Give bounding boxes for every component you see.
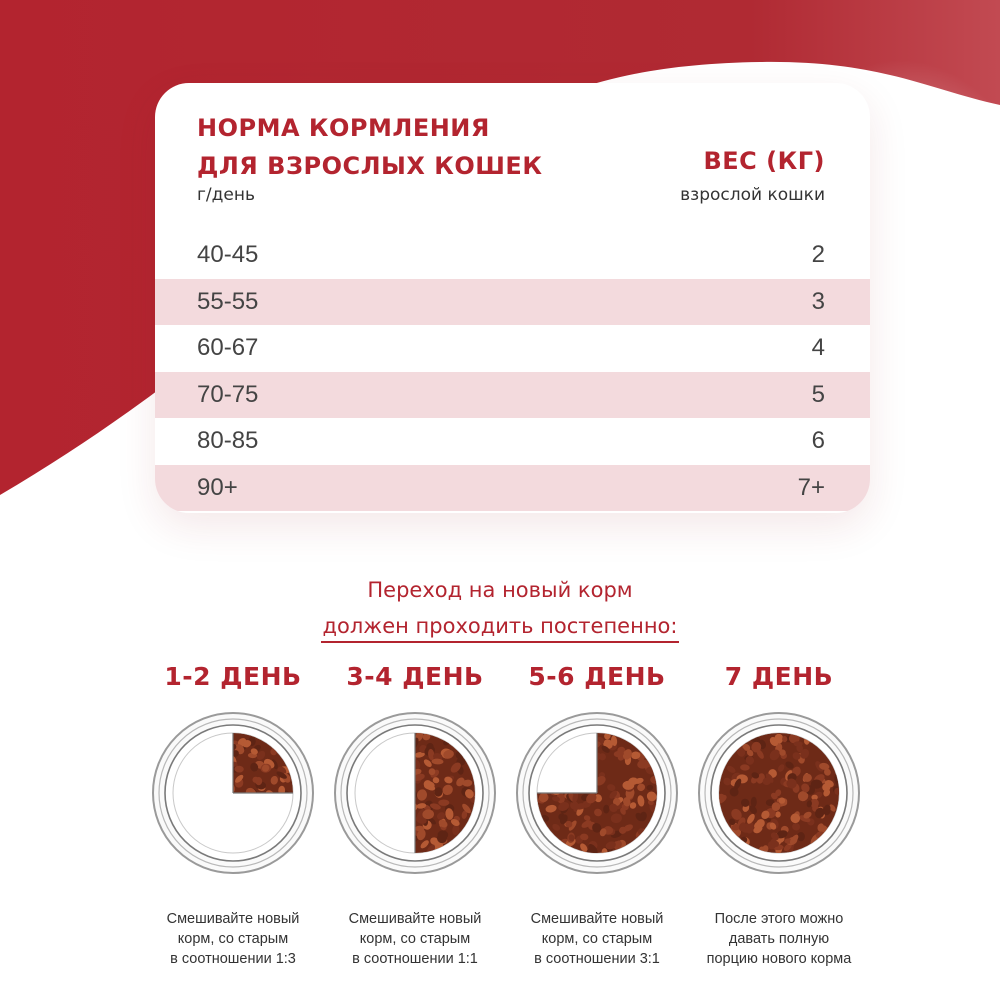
table-row	[155, 465, 870, 512]
step-day-3-4	[330, 655, 500, 969]
table-row	[155, 232, 870, 279]
food-bowl-icon	[697, 711, 861, 875]
table-row	[155, 325, 870, 372]
food-bowl-icon	[515, 711, 679, 875]
transition-heading	[0, 572, 1000, 644]
table-row	[155, 279, 870, 326]
day-label: 5-6 ДЕНЬ	[528, 662, 666, 691]
day-description	[707, 909, 852, 969]
weight-unit-label: взрослой кошки	[680, 185, 825, 205]
desc-line: корм, со старым	[177, 931, 289, 947]
weight-value: 7+	[797, 473, 825, 501]
desc-line: корм, со старым	[359, 931, 471, 947]
desc-line: в соотношении 1:3	[170, 951, 296, 967]
food-bowl-icon	[333, 711, 497, 875]
portion-unit-label: г/день	[197, 185, 256, 205]
table-title-line2: ДЛЯ ВЗРОСЛЫХ КОШЕК	[197, 152, 543, 180]
weight-value: 5	[811, 380, 825, 408]
portion-value: 80-85	[197, 427, 259, 455]
portion-value: 90+	[197, 473, 238, 501]
weight-value: 2	[811, 241, 825, 269]
day-description	[167, 909, 300, 969]
desc-line: Смешивайте новый	[166, 911, 300, 927]
weight-value: 4	[811, 334, 825, 362]
desc-line: порцию нового корма	[706, 951, 852, 967]
portion-value: 60-67	[197, 334, 259, 362]
transition-steps	[148, 655, 864, 969]
step-day-5-6	[512, 655, 682, 969]
day-label: 3-4 ДЕНЬ	[346, 662, 484, 691]
weight-header: ВЕС (КГ)	[703, 147, 825, 175]
portion-value: 55-55	[197, 287, 259, 315]
weight-value: 6	[811, 427, 825, 455]
table-title-line1: НОРМА КОРМЛЕНИЯ	[197, 114, 490, 142]
weight-value: 3	[811, 287, 825, 315]
desc-line: в соотношении 1:1	[352, 951, 478, 967]
transition-line2: должен проходить постепенно:	[321, 611, 680, 643]
portion-value: 40-45	[197, 241, 259, 269]
portion-value: 70-75	[197, 380, 259, 408]
feeding-table-rows	[155, 232, 870, 511]
table-row	[155, 418, 870, 465]
table-row	[155, 372, 870, 419]
day-description	[531, 909, 664, 969]
desc-line: После этого можно	[714, 911, 844, 927]
step-day-7	[694, 655, 864, 969]
table-title	[197, 109, 542, 185]
desc-line: давать полную	[728, 931, 830, 947]
transition-line1: Переход на новый корм	[367, 578, 633, 602]
feeding-table-card	[155, 83, 870, 513]
desc-line: Смешивайте новый	[530, 911, 664, 927]
food-bowl-icon	[151, 711, 315, 875]
day-label: 7 ДЕНЬ	[724, 662, 834, 691]
desc-line: корм, со старым	[541, 931, 653, 947]
step-day-1-2	[148, 655, 318, 969]
day-description	[349, 909, 482, 969]
day-label: 1-2 ДЕНЬ	[164, 662, 302, 691]
desc-line: в соотношении 3:1	[534, 951, 660, 967]
desc-line: Смешивайте новый	[348, 911, 482, 927]
